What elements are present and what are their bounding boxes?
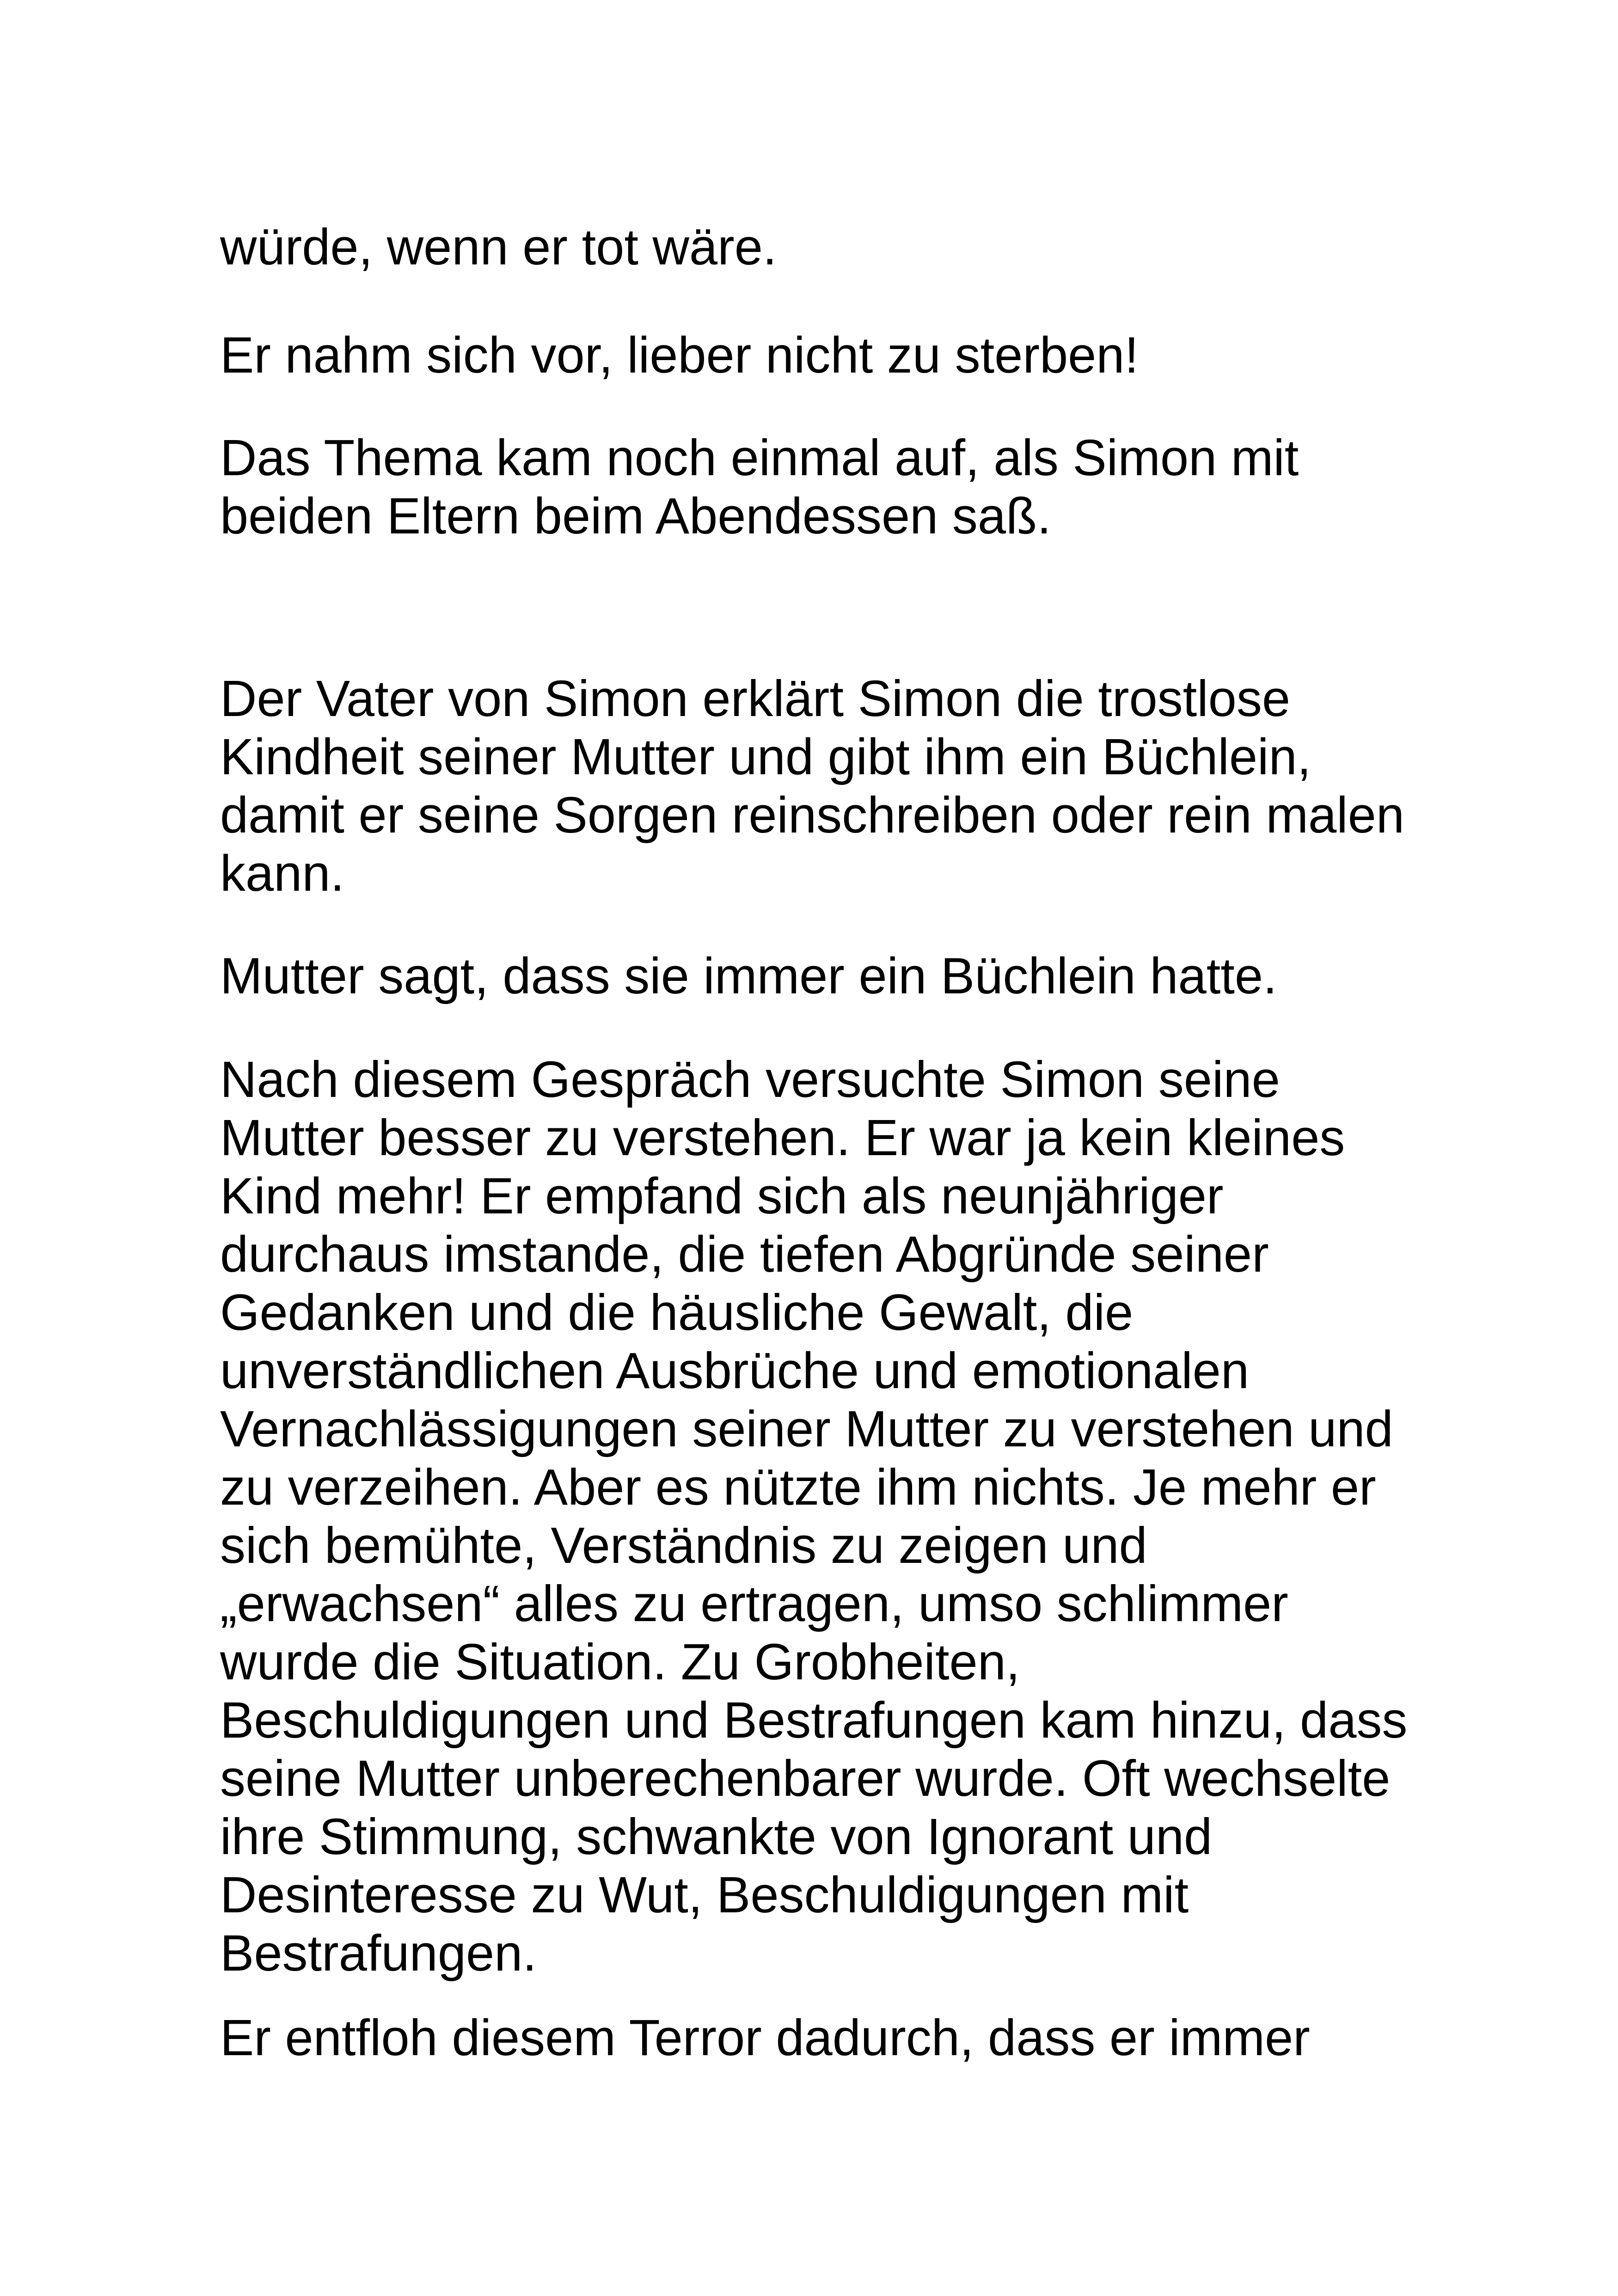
text-line: Er nahm sich vor, lieber nicht zu sterben! <box>220 327 1139 384</box>
paragraph-5 <box>220 947 1277 1005</box>
text-line: Mutter sagt, dass sie immer ein Büchlein hatte. <box>220 948 1277 1004</box>
paragraph-1 <box>220 218 777 276</box>
text-line: Vernachlässigungen seiner Mutter zu verstehen und <box>220 1401 1393 1457</box>
paragraph-6 <box>220 1051 1407 1983</box>
text-line: Er entfloh diesem Terror dadurch, dass er immer <box>220 2009 1310 2066</box>
text-line: unverständlichen Ausbrüche und emotionalen <box>220 1342 1249 1399</box>
paragraph-3 <box>220 429 1299 545</box>
text-line: durchaus imstande, die tiefen Abgründe seiner <box>220 1226 1269 1283</box>
text-line: Bestrafungen. <box>220 1925 537 1982</box>
text-line: Mutter besser zu verstehen. Er war ja kein kleines <box>220 1109 1345 1166</box>
text-line: zu verzeihen. Aber es nützte ihm nichts. Je mehr er <box>220 1459 1376 1516</box>
paragraph-4 <box>220 670 1404 903</box>
text-line: Kindheit seiner Mutter und gibt ihm ein Büchlein, <box>220 729 1312 785</box>
paragraph-2 <box>220 326 1139 385</box>
text-line: Desinteresse zu Wut, Beschuldigungen mit <box>220 1867 1189 1923</box>
paragraph-7 <box>220 2009 1310 2067</box>
text-line: beiden Eltern beim Abendessen saß. <box>220 488 1051 545</box>
text-line: damit er seine Sorgen reinschreiben oder rein malen <box>220 787 1404 844</box>
text-line: Beschuldigungen und Bestrafungen kam hinzu, dass <box>220 1692 1408 1749</box>
text-line: seine Mutter unberechenbarer wurde. Oft wechselte <box>220 1750 1391 1807</box>
text-line: sich bemühte, Verständnis zu zeigen und <box>220 1517 1147 1574</box>
text-line: Das Thema kam noch einmal auf, als Simon mit <box>220 429 1299 486</box>
text-line: Nach diesem Gespräch versuchte Simon seine <box>220 1051 1280 1108</box>
text-line: Gedanken und die häusliche Gewalt, die <box>220 1284 1134 1341</box>
text-line: wurde die Situation. Zu Grobheiten, <box>220 1634 1020 1690</box>
text-line: Der Vater von Simon erklärt Simon die trostlose <box>220 670 1290 727</box>
text-line: kann. <box>220 845 345 902</box>
text-line: würde, wenn er tot wäre. <box>220 219 777 276</box>
text-line: ihre Stimmung, schwankte von Ignorant und <box>220 1808 1213 1865</box>
text-line: Kind mehr! Er empfand sich als neunjähriger <box>220 1168 1224 1225</box>
text-line: „erwachsen“ alles zu ertragen, umso schlimmer <box>220 1575 1288 1632</box>
